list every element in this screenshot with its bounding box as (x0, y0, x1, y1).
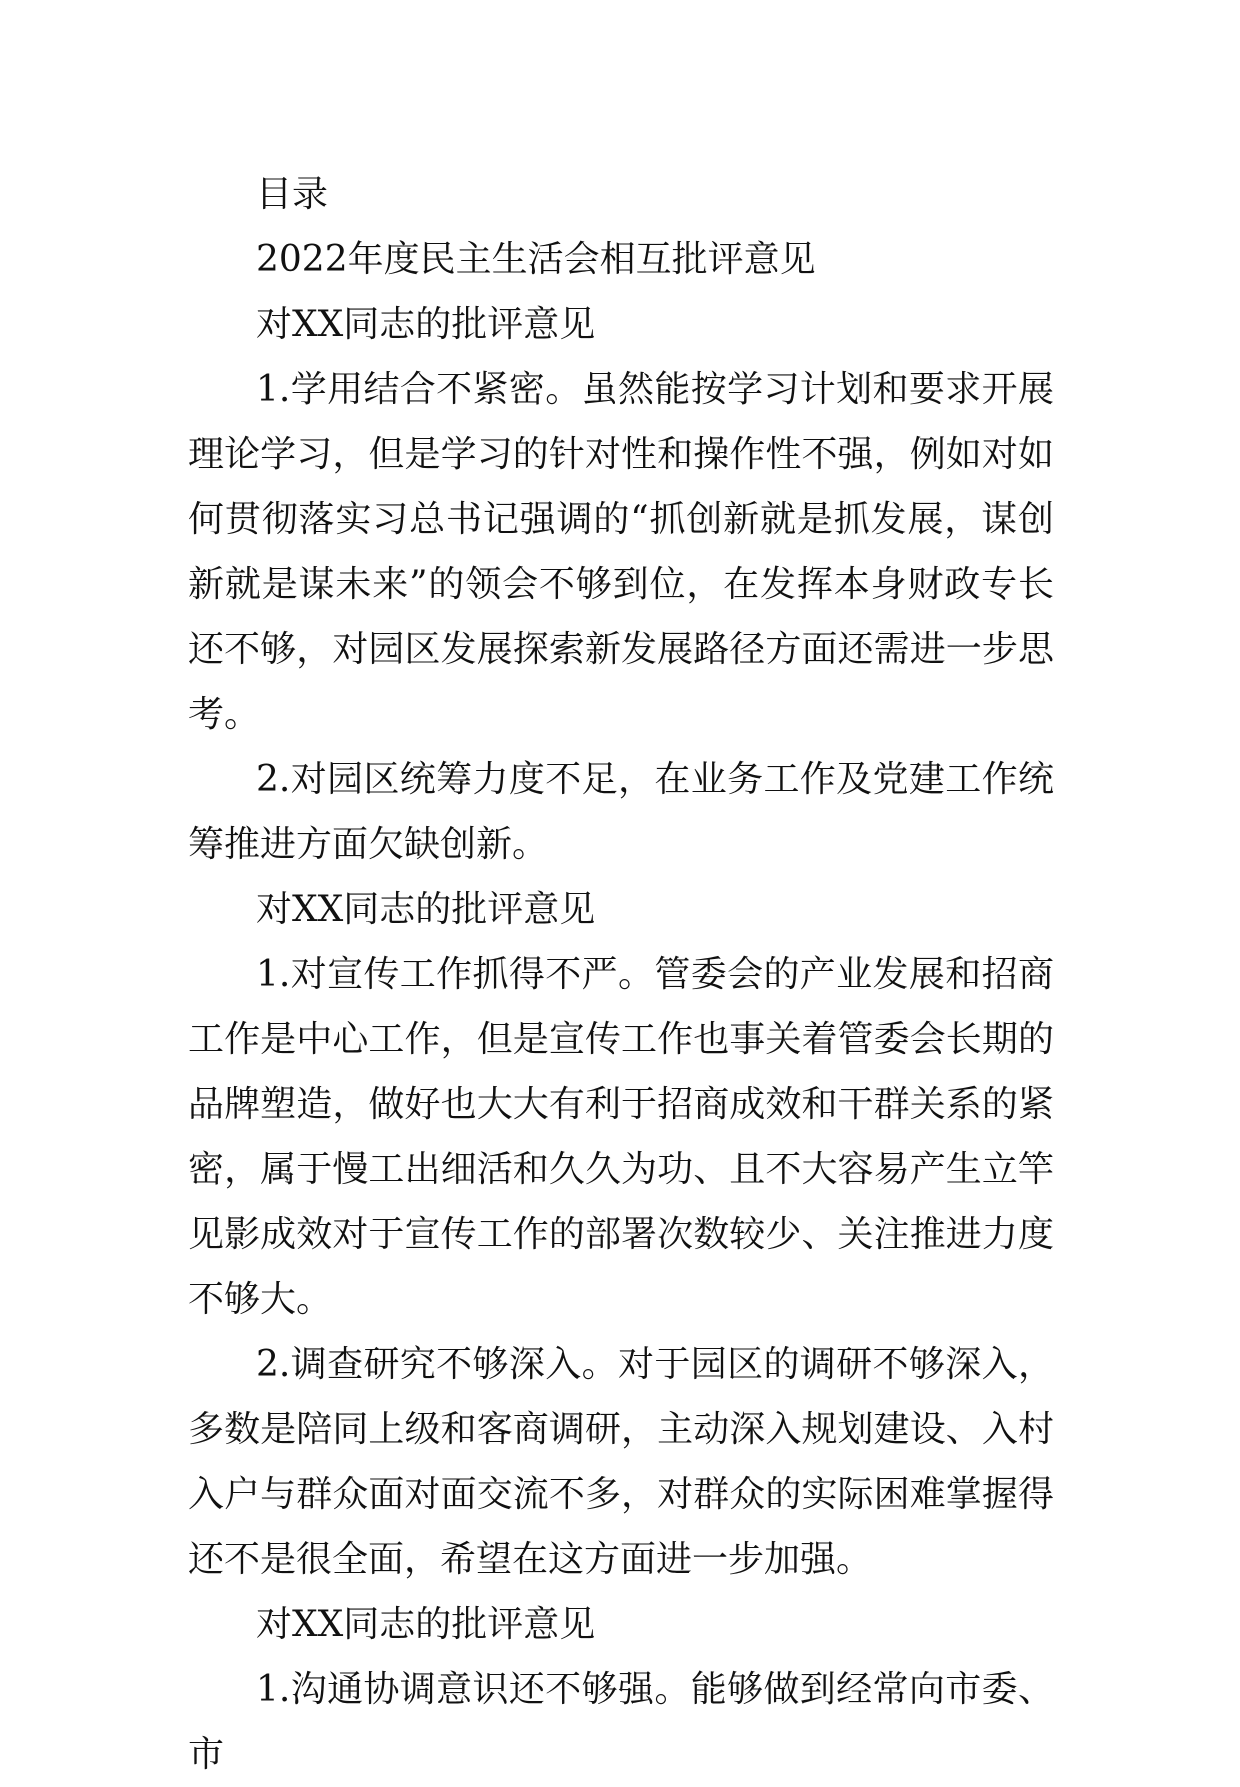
paragraph: 1.沟通协调意识还不够强。能够做到经常向市委、市 (188, 1669, 1054, 1775)
section-heading: 对XX同志的批评意见 (256, 889, 596, 930)
paragraph: 2.调查研究不够深入。对于园区的调研不够深入，多数是陪同上级和客商调研，主动深入规划建设、入村入户与群众面对面交流不多，对群众的实际困难掌握得还不是很全面，希望在这方面进一步加强。 (188, 1344, 1054, 1580)
document-body (188, 162, 1054, 1787)
toc-heading: 目录 (256, 174, 329, 215)
document-title: 2022年度民主生活会相互批评意见 (256, 239, 816, 280)
paragraph: 1.对宣传工作抓得不严。管委会的产业发展和招商工作是中心工作，但是宣传工作也事关着管委会长期的品牌塑造，做好也大大有利于招商成效和干群关系的紧密，属于慢工出细活和久久为功、且不大容易产生立竿见影成效对于宣传工作的部署次数较少、关注推进力度不够大。 (188, 954, 1054, 1320)
section-heading: 对XX同志的批评意见 (256, 304, 596, 345)
paragraph: 2.对园区统筹力度不足，在业务工作及党建工作统筹推进方面欠缺创新。 (188, 759, 1054, 865)
paragraph: 1.学用结合不紧密。虽然能按学习计划和要求开展理论学习，但是学习的针对性和操作性不强，例如对如何贯彻落实习总书记强调的“抓创新就是抓发展，谋创新就是谋未来”的领会不够到位，在发挥本身财政专长还不够，对园区发展探索新发展路径方面还需进一步思考。 (188, 369, 1054, 735)
section-heading: 对XX同志的批评意见 (256, 1604, 596, 1645)
